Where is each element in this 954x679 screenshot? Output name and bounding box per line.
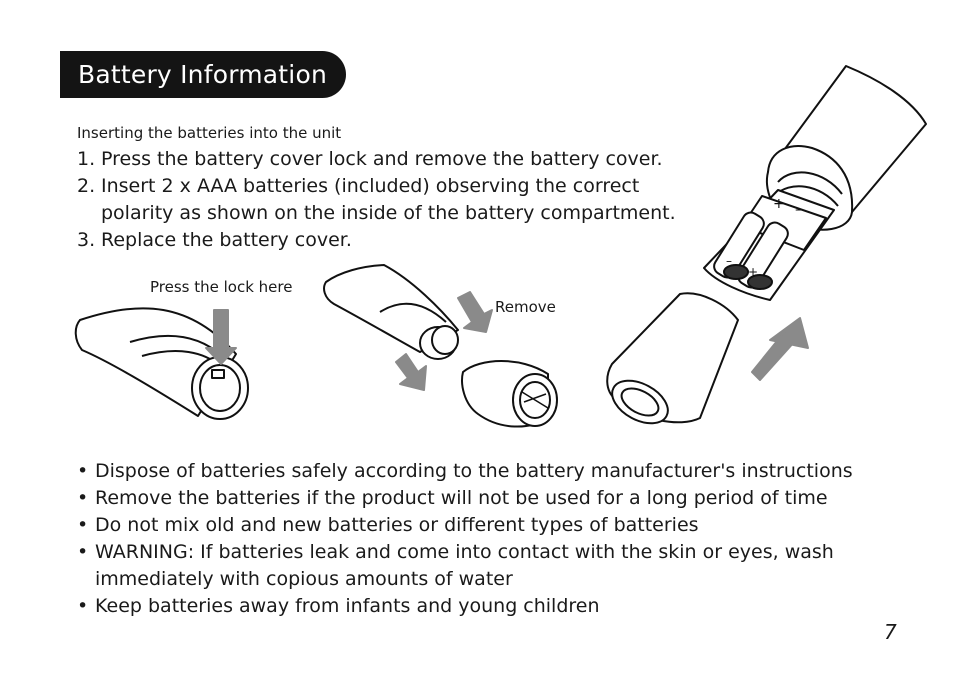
subheading: Inserting the batteries into the unit [77, 124, 342, 142]
minus-sign-top: – [795, 202, 802, 218]
plus-sign-top: + [773, 196, 785, 212]
remove-caption: Remove [495, 298, 556, 316]
step-text: Press the battery cover lock and remove the battery cover. [101, 148, 663, 170]
battery-compartment-figure [605, 66, 926, 432]
bullet-text: Dispose of batteries safely according to the battery manufacturer's instructions [95, 460, 853, 482]
list-item: • Dispose of batteries safely according to the battery manufacturer's instructions [77, 458, 877, 485]
list-item: • WARNING: If batteries leak and come into contact with the skin or eyes, wash immediately with copious amounts of water [77, 539, 877, 593]
battery-safety-list [77, 458, 877, 620]
page-title: Battery Information [78, 60, 327, 89]
step-number: 2. [77, 175, 96, 197]
bullet-text: WARNING: If batteries leak and come into contact with the skin or eyes, wash immediately with copious amounts of water [95, 541, 834, 590]
step-text: Insert 2 x AAA batteries (included) observing the correct polarity as shown on the inside of the battery compartment. [101, 175, 676, 224]
step-number: 1. [77, 148, 96, 170]
list-item: • Keep batteries away from infants and young children [77, 593, 877, 620]
step-text: Replace the battery cover. [101, 229, 352, 251]
list-item: • Do not mix old and new batteries or different types of batteries [77, 512, 877, 539]
list-item: • Remove the batteries if the product will not be used for a long period of time [77, 485, 877, 512]
bullet-text: Remove the batteries if the product will not be used for a long period of time [95, 487, 828, 509]
remove-arrow-icon [458, 292, 492, 332]
bullet-text: Keep batteries away from infants and young children [95, 595, 600, 617]
minus-sign-bottom: – [726, 254, 732, 268]
plus-sign-bottom: + [748, 265, 759, 279]
unit-lock-figure [76, 308, 248, 419]
press-lock-caption: Press the lock here [150, 278, 293, 296]
step-number: 3. [77, 229, 96, 251]
cover-removal-figure [324, 265, 557, 427]
page-number: 7 [884, 620, 897, 644]
bullet-text: Do not mix old and new batteries or different types of batteries [95, 514, 699, 536]
slide-arrow-icon [396, 354, 426, 390]
